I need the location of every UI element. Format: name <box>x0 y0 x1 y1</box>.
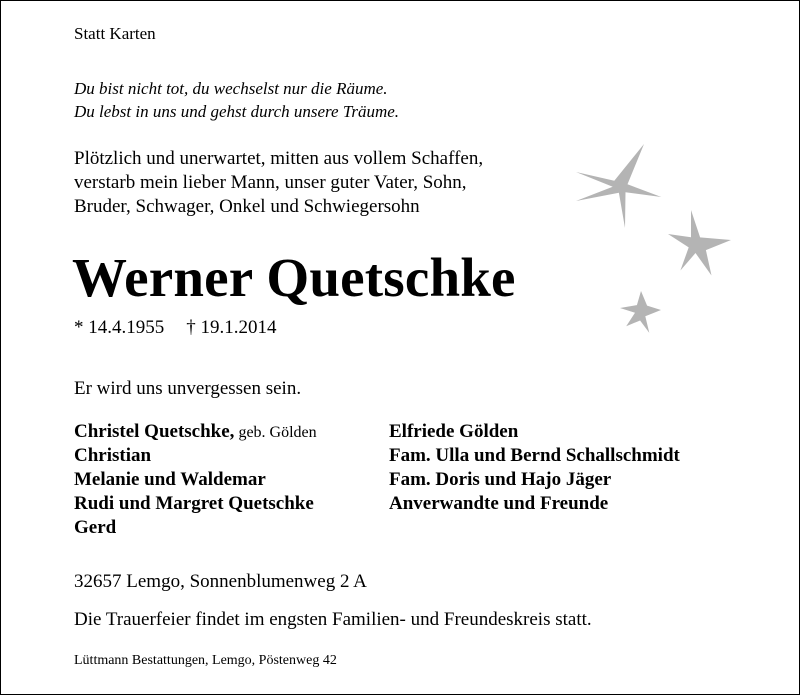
remembrance-line: Er wird uns unvergessen sein. <box>74 378 302 399</box>
intro-line-1: Plötzlich und unerwartet, mitten aus vollem Schaffen, <box>74 148 484 169</box>
mourner-left-4: Rudi und Margret Quetschke <box>74 493 314 514</box>
intro-line-2: verstarb mein lieber Mann, unser guter Vater, Sohn, <box>74 172 467 193</box>
star-icon <box>620 291 661 333</box>
death-date: † 19.1.2014 <box>186 317 277 338</box>
deceased-name: Werner Quetschke <box>72 247 516 308</box>
address-line: 32657 Lemgo, Sonnenblumenweg 2 A <box>74 571 367 592</box>
birth-date: * 14.4.1955 <box>74 317 165 338</box>
intro-line-3: Bruder, Schwager, Onkel und Schwiegersohn <box>74 196 420 217</box>
star-icon <box>576 144 661 228</box>
funeral-info: Die Trauerfeier findet im engsten Familien- und Freundeskreis statt. <box>74 609 592 630</box>
header-note: Statt Karten <box>74 24 156 43</box>
mourner-name: Christel Quetschke, <box>74 421 235 442</box>
mourner-right-4: Anverwandte und Freunde <box>389 493 609 514</box>
mourner-left-1 <box>74 422 317 441</box>
quote-line-2: Du lebst in uns und gehst durch unsere Träume. <box>74 102 400 121</box>
mourner-right-1: Elfriede Gölden <box>389 421 519 442</box>
life-dates <box>74 318 277 337</box>
mourner-maiden-name: geb. Gölden <box>234 424 317 441</box>
mourner-left-3: Melanie und Waldemar <box>74 469 266 490</box>
undertaker-line: Lüttmann Bestattungen, Lemgo, Pöstenweg 42 <box>74 653 337 668</box>
mourner-left-5: Gerd <box>74 517 117 538</box>
quote-line-1: Du bist nicht tot, du wechselst nur die Räume. <box>74 79 388 98</box>
mourner-right-3: Fam. Doris und Hajo Jäger <box>389 469 612 490</box>
mourner-left-2: Christian <box>74 445 152 466</box>
stars-decoration <box>560 130 750 350</box>
mourner-right-2: Fam. Ulla und Bernd Schallschmidt <box>389 445 680 466</box>
star-icon <box>668 210 731 276</box>
